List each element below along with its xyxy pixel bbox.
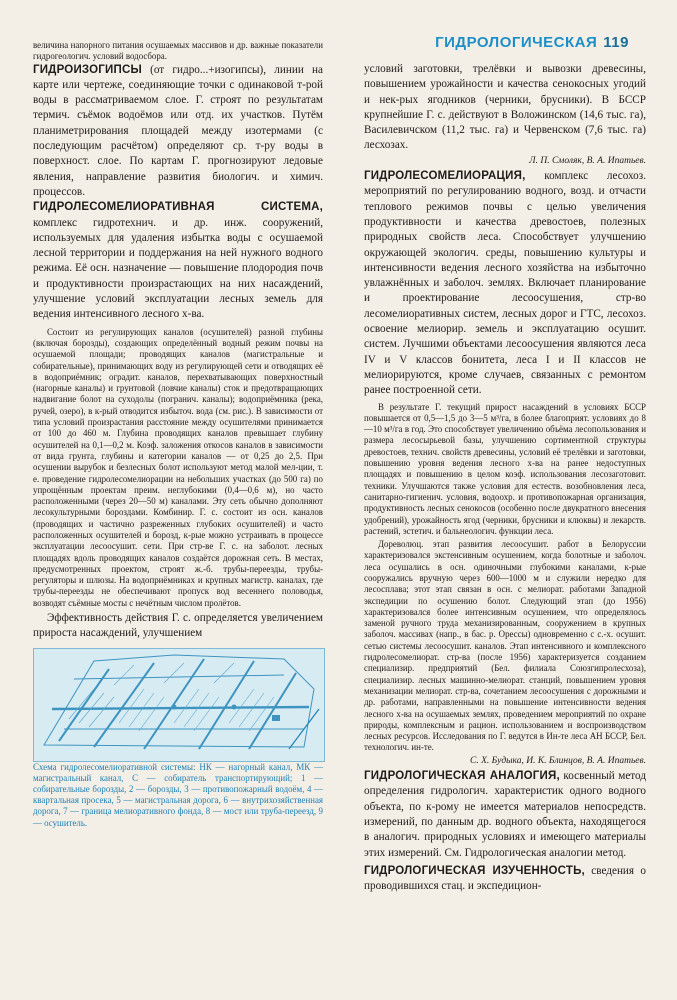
entry-system-effect: Эффективность действия Г. с. определяется увеличением прироста насаждений, улучшением (33, 612, 323, 640)
entry-melioration (364, 169, 646, 398)
entry-analogy (364, 769, 646, 861)
entry-izuch (364, 864, 646, 895)
system-continuation: условий заготовки, трелёвки и вывозки древесины, повышением урожайности и качества сенокосных угодий и нек-рых ягодников (черники, брусники). В БССР крупнейшие Г. с. действуют в Воложинском (14,6 тыс. га), Василевичском (11,2 тыс. га) и Червенском (7,6 тыс. га) лесхозах. (364, 63, 646, 152)
entry-izuch-title: ГИДРОЛОГИЧЕСКАЯ ИЗУЧЕННОСТЬ, (364, 864, 585, 877)
system-signature: Л. П. Смоляк, В. А. Ипатьев. (529, 155, 646, 166)
running-head (435, 34, 629, 51)
page-number: 119 (603, 34, 629, 51)
history-signature: С. Х. Будыка, И. К. Блинцов, В. А. Ипатьев. (470, 755, 646, 766)
entry-melioration-title: ГИДРОЛЕСОМЕЛИОРАЦИЯ, (364, 170, 526, 183)
intro-small-text: величина напорного питания осушаемых массивов и др. важные показатели гидрогеологич. условий водосбора. (33, 40, 323, 62)
running-head-title: ГИДРОЛОГИЧЕСКАЯ (435, 34, 598, 51)
entry-melioration-body: комплекс лесохоз. мероприятий по регулированию водного, возд. и отчасти теплового режимов почвы с целью увеличения продуктивности и качества древостоев, полезных природных свойств леса. Способствует улучшению окружающей экологич. среды, повышению культуры и интенсивности ведения лесного хозяйства на избыточно увлажнённых и заболоч. землях. Включает планирование и проектирование лесоосушения, стр-во лесомелиоративных систем, лесных дорог и ГТС, лесохоз. освоение мелиорир. земель и эксплуатацию осушит. систем. Лучшими объектами лесоосушения являются леса IV и V классов бонитета, леса I и II классов не мелиорируются, кроме случаев, связанных с ремонтом ранее построенной сети. (364, 170, 646, 397)
entry-melioration-small: В результате Г. текущий прирост насаждений в условиях БССР повышается от 0,5—1,5 до 3—5 м³/га, в более благоприят. условиях до 8—10 м³/га в год. Это способствует увеличению объёма лесопользования и размера лесосырьевой базы, улучшению сортиментной структуры древостоев, технич. свойств древесины, условий её трелёвки и заготовки, повышению уровня ведения лесного х-ва на ранее недоступных площадях и повышению в целом коэф. использования лесозаготовит. техники. Улучшаются также условия для естеств. возобновления леса, санитарно-гигиенич. условия, водоохр. и противопожарная организация, продуктивность лесных сенокосов (особенно после двукратного внесения удобрений), урожайность ягод (черники, брусники и клюквы) и лекарств. растений, эстетич. и бальнеологич. функции леса. (364, 401, 646, 536)
entry-analogy-body: косвенный метод определения гидрологич. характеристик одного водного объекта, по к-рому не имеется материалов непосредств. измерений, по данным др. водного объекта, находящегося в аналогич. природных условиях и имеющего материалы этих измерений. См. Гидрологическая аналогии метод. (364, 770, 647, 859)
entry-gidroizogipsy (33, 63, 323, 201)
entry-system (33, 200, 323, 322)
right-column (364, 62, 646, 894)
entry-gidroizogipsy-title: ГИДРОИЗОГИПСЫ (33, 63, 142, 76)
figure-caption: Схема гидролесомелиоративной системы: НК — нагорный канал, МК — магистральный канал, С — собиратель транспортирующий; 1 — собирательные борозды, 2 — борозды, 3 — противопожарный водоём, 4 — квартальная просека, 5 — магистральная дорога, 6 — внутрихозяйственная дорога, 7 — граница мелиоративного фонда, 8 — мост или труба-переезд, 9 — осушитель. (33, 761, 323, 828)
left-column (33, 40, 323, 829)
entry-system-title: ГИДРОЛЕСОМЕЛИОРАТИВНАЯ СИСТЕМА, (33, 201, 323, 214)
system-scheme-figure (33, 648, 325, 762)
entry-history-small: Дореволюц. этап развития лесоосушит. работ в Белоруссии характеризовался экстенсивным осушением, когда болотные и заболоч. леса осушались в осн. одиночными глубокими каналами, к-рые сооружались вручную через 600—1000 м и служили нередко для лесосплава; этот этап связан в осн. с мелиорат. работами Западной экспедиции по осушению болот. Следующий этап (до 1956) характеризовался более интенсивным осушением, что определялось заменой ручного труда механизированным, сооружением в крупных заболоч. массивах (напр., в бас. р. Орессы) одновременно с с.-х. осушит. сетью системы лесоосушит. каналов. Этап интенсивного и комплексного гидролесомелиорат. стр-ва (после 1956) характеризуется созданием специализир. предприятий (Бел. филиала Союзгипролесхоза), специализир. лесных машинно-мелиорат. станций, повышением уровня механизации мелиорат. стр-ва, сочетанием лесоосушения с дорожными и др. работами, направленными на повышение интенсивности ведения лесного х-ва на осушаемых землях, проведением мероприятий по охране природы, комплексным и рацион. использованием и воспроизводством лесных ресурсов. Исследования по Г. ведутся в Ин-те леса АН БССР, Бел. технологич. ин-те. (364, 539, 646, 753)
entry-analogy-title: ГИДРОЛОГИЧЕСКАЯ АНАЛОГИЯ, (364, 770, 560, 783)
entry-gidroizogipsy-body: (от гидро...+изогипсы), линии на карте или чертеже, соединяющие точки с одинаковой т-рой воды в рассматриваемом слое. Г. строят по результатам термич. съёмок водоёмов или отд. их участков. Путём планиметрирования площадей между изотермами (с последующим расчётом) определяют ср. т-ру воды в поверхност. слое. По картам Г. прогнозируют ледовые явления, направление развития биологич. и химич. процессов. (33, 63, 323, 198)
entry-system-small: Состоит из регулирующих каналов (осушителей) разной глубины (включая борозды), создающих определённый водный режим почвы на осушаемой площади; проводящих каналов (магистральные и собирательные), принимающих воду из регулирующей сети и отводящих её в водоприёмник; оградит. каналов, перехватывающих поверхностный (нагорные каналы) и грунтовой (ловчие каналы) сток и предотвращающих надвигание болот на суходолы (погранич. каналы); водоприёмника (река, ручей, озеро), в к-рый отводится избыточ. вода (см. рис.). В зависимости от типа условий произрастания расстояние между осушителями принимается от 100 до 460 м. Глубина проводящих каналов превышает глубину осушителей на 0,1—0,2 м. Коэф. заложения откосов каналов в зависимости от вида грунта, глубины и категории каналов — от 0,25 до 2,5. При осушении вырубок и безлесных болот используют метод малой мел-ции, т. е. проведение гидролесомелиорации на небольших участках (до 500 га) по упрощённым проектам преим. неглубокими (0,4—0,6 м), но часто расположенными (через 20—50 м) каналами. Эту сеть обычно дополняют лесокультурными бороздами. Комбинир. Г. с. состоит из осн. каналов (проводящих и частично разреженных глубоких осушителей) и часто расположенных осушителей и борозд, к-рые можно устраивать в процессе эксплуатации лесоосушит. сети. При стр-ве Г. с. на заболот. лесных площадях вдоль проводящих каналов создаётся дорожная сеть. В местах, предусмотренных проектом, строят ж.-б. трубы-переезды, трубы-регуляторы и шлюзы. На водоприёмниках и крупных магистр. каналах, где трубы-переезды не обеспечивают пропуск вод весеннего половодья, возводят съёмные мосты с нечётным числом пролётов. (33, 326, 323, 608)
entry-izuch-body: сведения о проводившихся стац. и экспедицион- (364, 864, 646, 893)
system-scheme-drawing (34, 649, 324, 761)
entry-system-body: комплекс гидротехнич. и др. инж. сооружений, используемых для удаления избытка воды с осушаемой лесной территории и поддержания на ней нужного водного режима. Её осн. назначение — повышение плодородия почв и продуктивности произрастающих на них насаждений, улучшение условий эксплуатации лесных земель для ведения интенсивного лесного х-ва. (33, 216, 323, 321)
